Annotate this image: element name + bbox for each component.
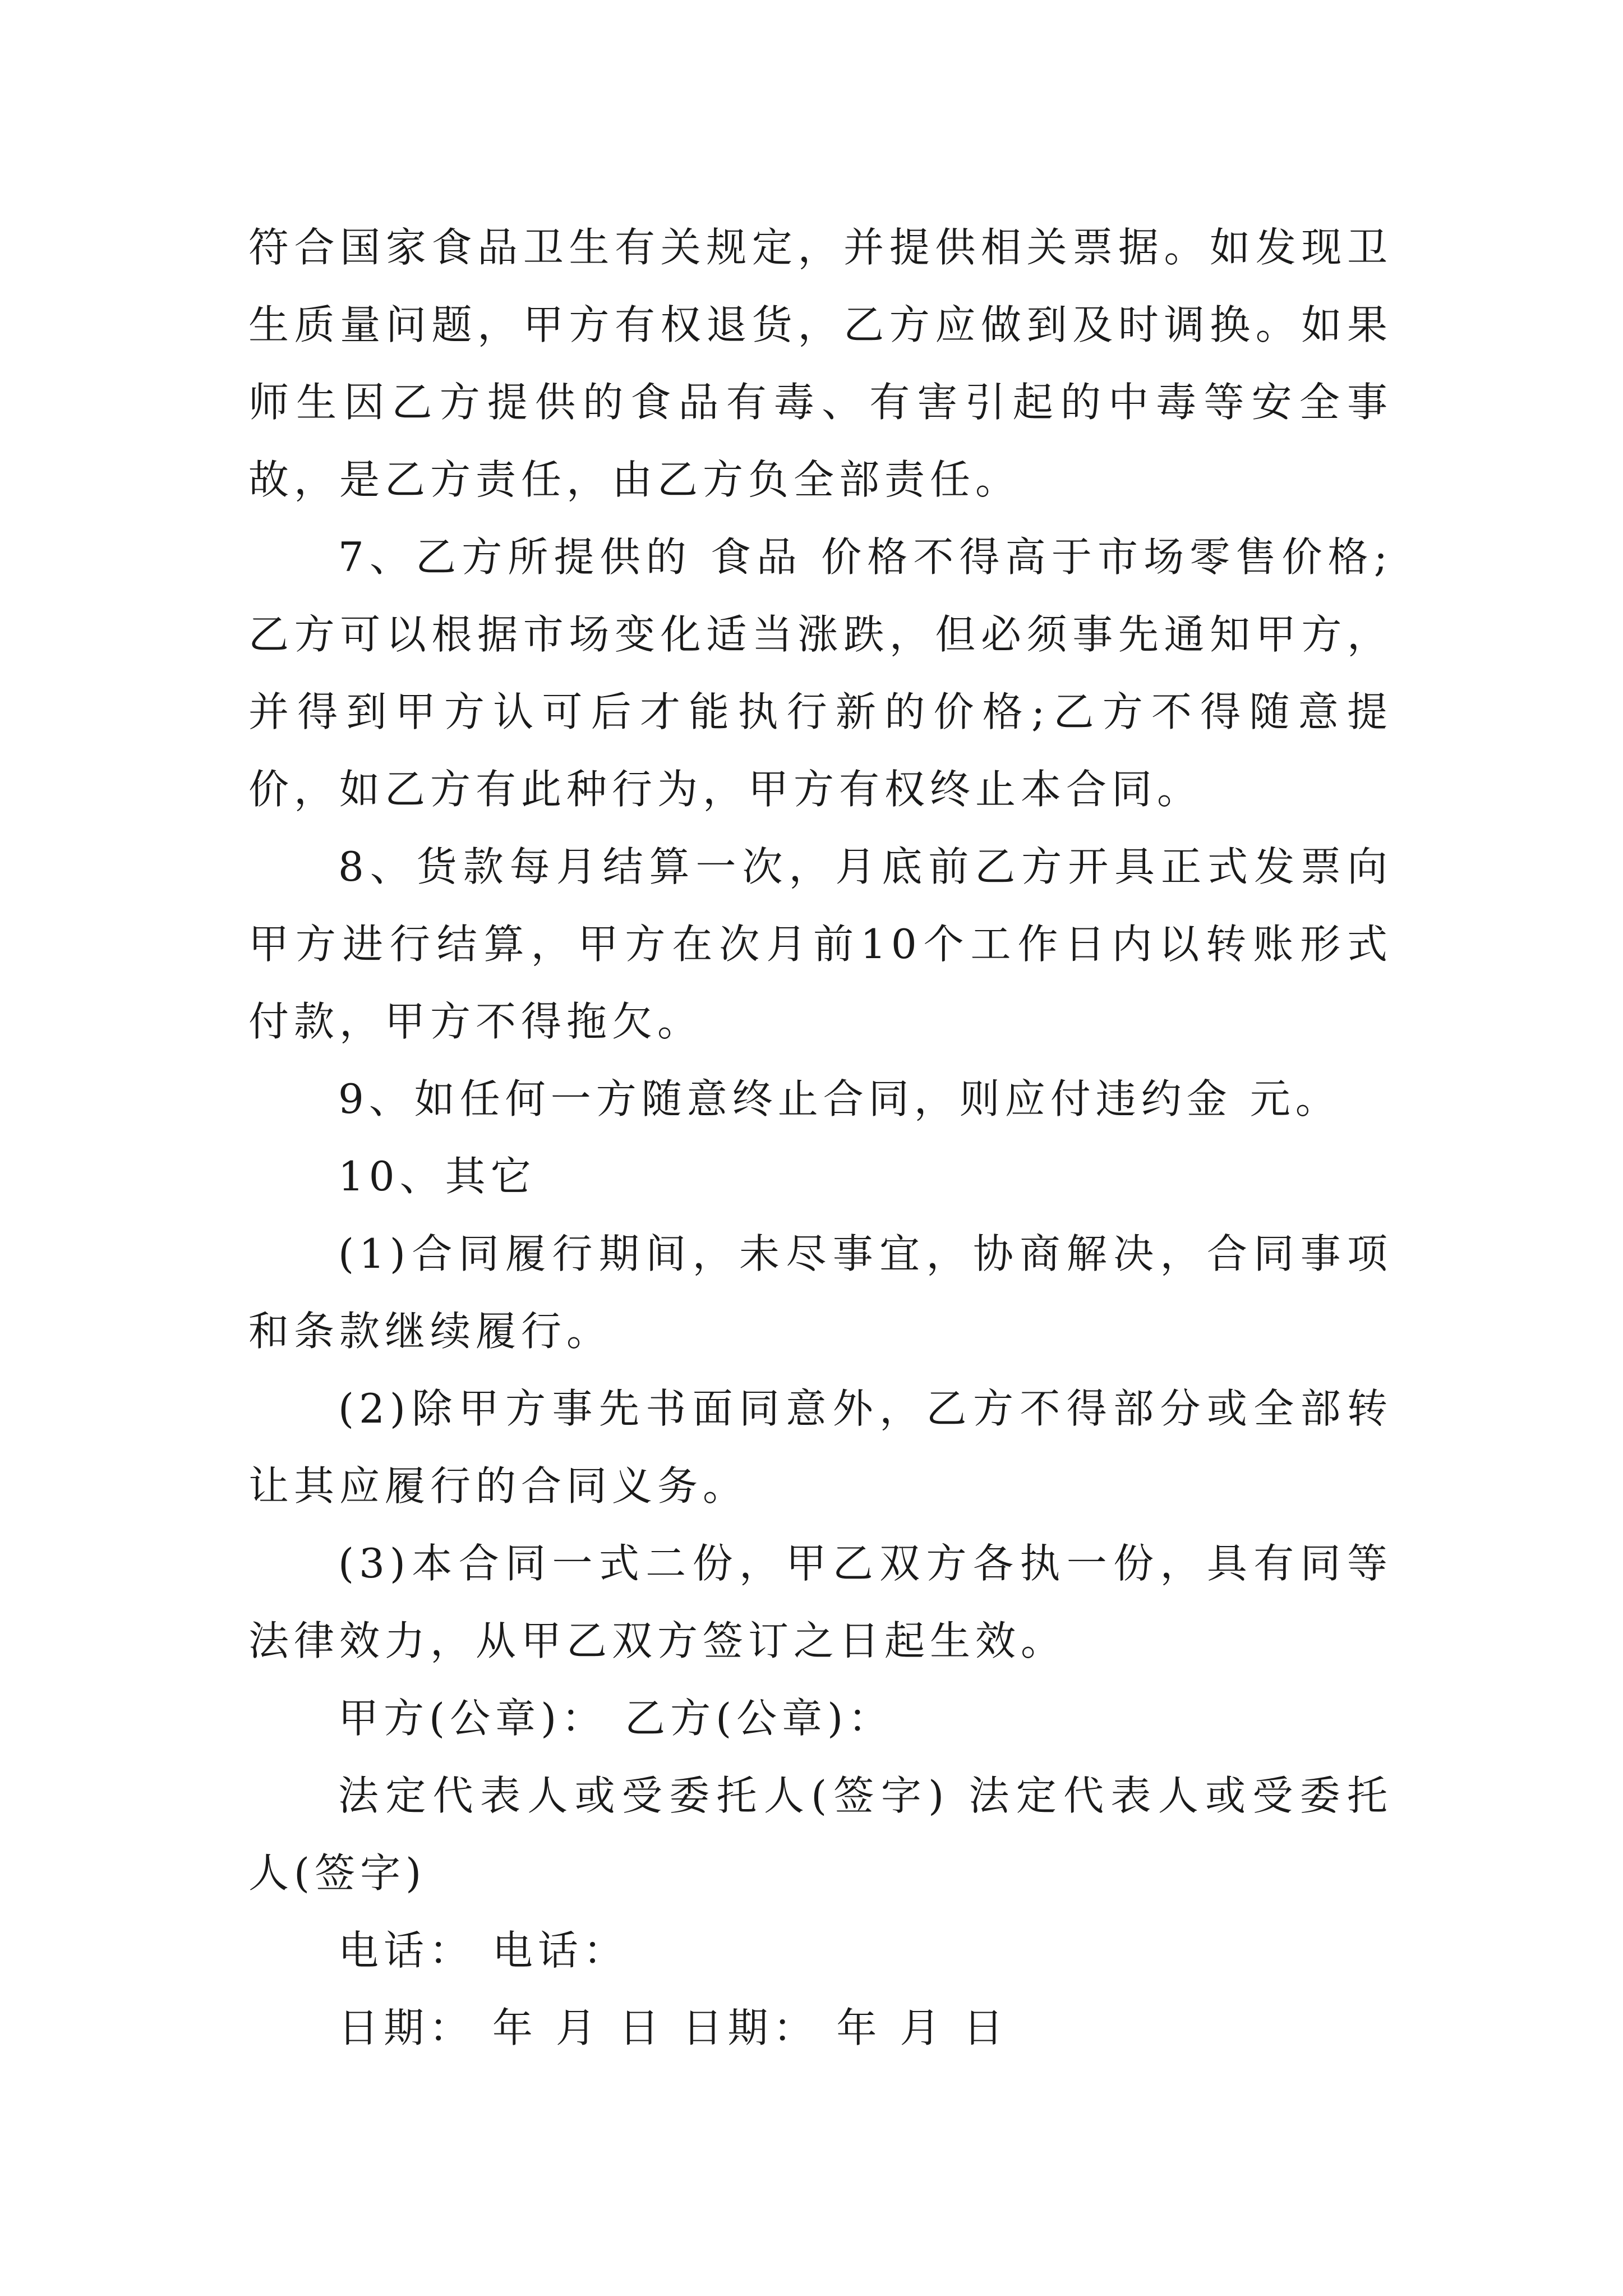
paragraph-hygiene-clause: 符合国家食品卫生有关规定，并提供相关票据。如发现卫生质量问题，甲方有权退货，乙方应做到及时调换。如果师生因乙方提供的食品有毒、有害引起的中毒等安全事故，是乙方责任，由乙方负全部责任。 <box>248 224 1393 503</box>
paragraph-clause-10-1: (1)合同履行期间，未尽事宜，协商解决，合同事项和条款继续履行。 <box>248 1230 1393 1355</box>
signature-representative-line: 法定代表人或受委托人(签字) 法定代表人或受委托人(签字) <box>248 1772 1393 1897</box>
paragraph-clause-10-other: 10、其它 <box>338 1153 536 1200</box>
paragraph-clause-10-3: (3)本合同一式二份，甲乙双方各执一份，具有同等法律效力，从甲乙双方签订之日起生效。 <box>248 1540 1393 1664</box>
paragraph-clause-8-payment: 8、货款每月结算一次，月底前乙方开具正式发票向甲方进行结算，甲方在次月前10个工作日内以转账形式付款，甲方不得拖欠。 <box>248 843 1393 1045</box>
signature-seal-line: 甲方(公章)： 乙方(公章)： <box>338 1695 894 1742</box>
contract-body <box>248 209 1393 2067</box>
paragraph-clause-7-pricing: 7、乙方所提供的 食品 价格不得高于市场零售价格;乙方可以根据市场变化适当涨跌，但必须事先通知甲方，并得到甲方认可后才能执行新的价格;乙方不得随意提价，如乙方有此种行为，甲方有权终止本合同。 <box>248 533 1393 813</box>
signature-date-line: 日期： 年 月 日 日期： 年 月 日 <box>338 2004 1009 2051</box>
signature-phone-line: 电话： 电话： <box>338 1927 629 1974</box>
paragraph-clause-9-penalty: 9、如任何一方随意终止合同，则应付违约金 元。 <box>338 1075 1341 1122</box>
paragraph-clause-10-2: (2)除甲方事先书面同意外，乙方不得部分或全部转让其应履行的合同义务。 <box>248 1385 1393 1510</box>
